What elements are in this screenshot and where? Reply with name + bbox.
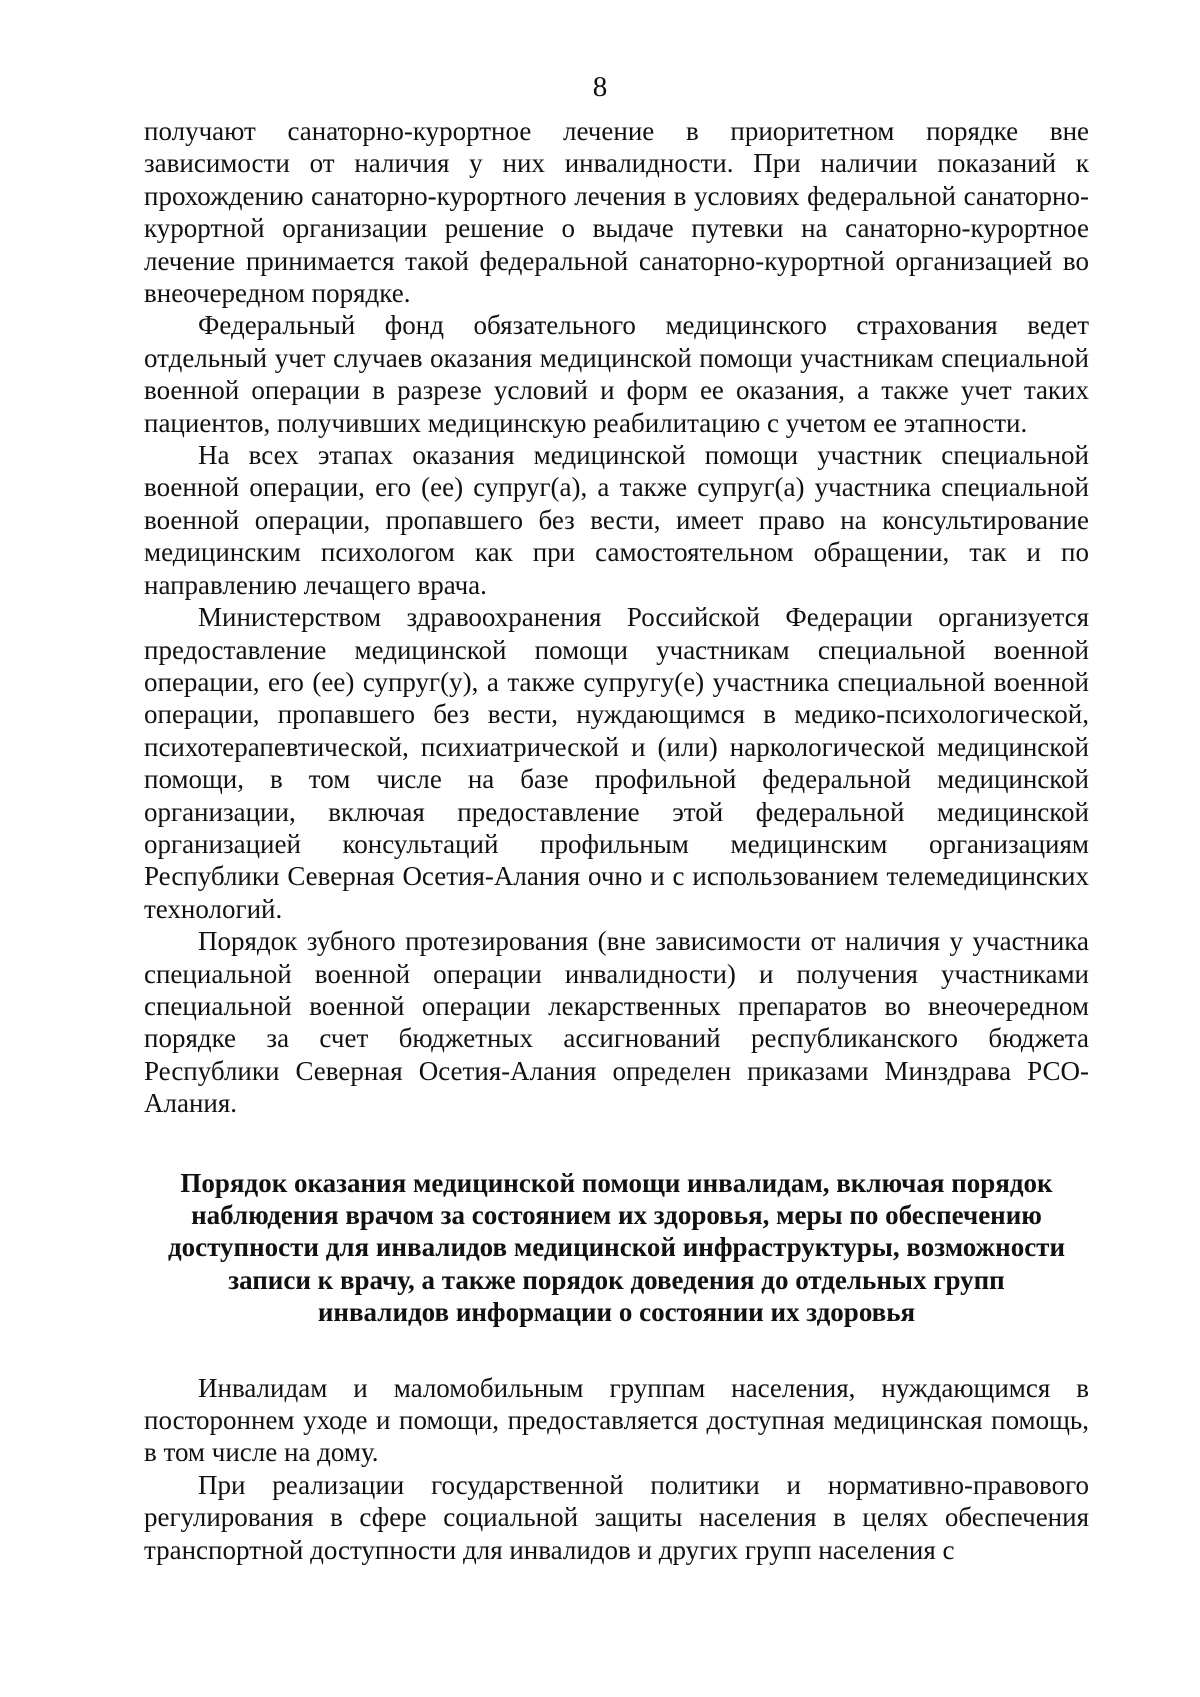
paragraph-continuation: получают санаторно-курортное лечение в приоритетном порядке вне зависимости от наличия у них инвалидности. При наличии показаний к прохождению санаторно-курортного лечения в условиях федеральной санаторно-курортной организации решение о выдаче путевки на санаторно-курортное лечение принимается такой федеральной санаторно-курортной организацией во внеочередном порядке. bbox=[144, 116, 1089, 309]
paragraph-ffoms-accounting: Федеральный фонд обязательного медицинского страхования ведет отдельный учет случаев оказания медицинской помощи участникам специальной военной операции в разрезе условий и форм ее оказания, а также учет таких пациентов, получивших медицинскую реабилитацию с учетом ее этапности. bbox=[144, 310, 1089, 438]
page-number: 8 bbox=[592, 71, 608, 103]
paragraph-dental-prosthetics: Порядок зубного протезирования (вне зависимости от наличия у участника специальной военной операции инвалидности) и получения участниками специальной военной операции лекарственных препаратов во внеочередном порядке за счет бюджетных ассигнований республиканского бюджета Республики Северная Осетия-Алания определен приказами Минздрава РСО-Алания. bbox=[144, 926, 1089, 1119]
section-heading-line: записи к врачу, а также порядок доведения до отдельных групп bbox=[228, 1264, 1005, 1295]
paragraph-psychologist-consultation: На всех этапах оказания медицинской помощи участник специальной военной операции, его (ее) супруг(а), а также супруг(а) участника специальной военной операции, пропавшего без вести, имеет право на консультирование медицинским психологом как при самостоятельном обращении, так и по направлению лечащего врача. bbox=[144, 440, 1089, 600]
section-heading bbox=[144, 1167, 1089, 1329]
paragraph-ministry-psychiatric-care: Министерством здравоохранения Российской Федерации организуется предоставление медицинской помощи участникам специальной военной операции, его (ее) супруг(у), а также супругу(е) участника специальной военной операции, пропавшего без вести, нуждающимся в медико-психологической, психотерапевтической, психиатрической и (или) наркологической медицинской помощи, в том числе на базе профильной федеральной медицинской организации, включая предоставление этой федеральной медицинской организацией консультаций профильным медицинским организациям Республики Северная Осетия-Алания очно и с использованием телемедицинских технологий. bbox=[144, 602, 1089, 924]
section-heading-line: наблюдения врачом за состоянием их здоровья, меры по обеспечению bbox=[191, 1200, 1042, 1230]
paragraph-transport-accessibility: При реализации государственной политики и нормативно-правового регулирования в сфере социальной защиты населения в целях обеспечения транспортной доступности для инвалидов и других групп населения с bbox=[144, 1469, 1089, 1565]
section-heading-line: Порядок оказания медицинской помощи инвалидам, включая порядок bbox=[180, 1167, 1053, 1198]
section-heading-line: доступности для инвалидов медицинской инфраструктуры, возможности bbox=[168, 1232, 1065, 1263]
document-body bbox=[144, 115, 1089, 1566]
section-heading-line: инвалидов информации о состоянии их здоровья bbox=[317, 1297, 916, 1328]
paragraph-home-care: Инвалидам и маломобильным группам населения, нуждающимся в постороннем уходе и помощи, предоставляется доступная медицинская помощь, в том числе на дому. bbox=[144, 1372, 1089, 1468]
